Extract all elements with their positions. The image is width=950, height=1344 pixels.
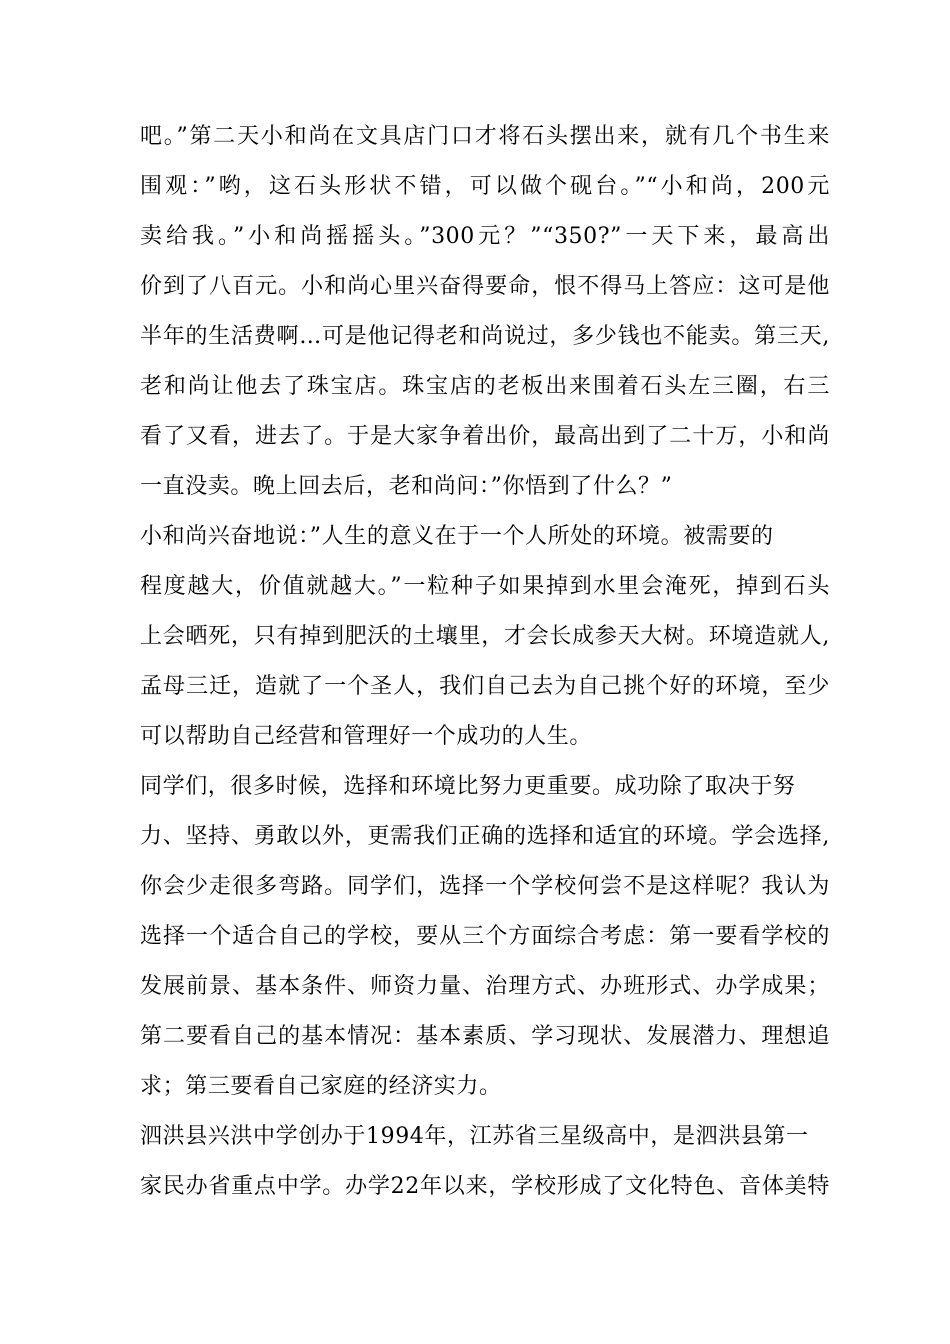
text-line: 吧。”第二天小和尚在文具店门口才将石头摆出来，就有几个书生来 xyxy=(140,124,830,149)
text-line: 选择一个适合自己的学校，要从三个方面综合考虑：第一要看学校的 xyxy=(140,924,830,949)
text-line: 可以帮助自己经营和管理好一个成功的人生。 xyxy=(140,724,593,749)
text-line: 老和尚让他去了珠宝店。珠宝店的老板出来围着石头左三圈，右三 xyxy=(140,374,830,399)
text-line: 围观：”哟，这石头形状不错，可以做个砚台。”“小和尚，200元 xyxy=(140,174,830,199)
text-line: 发展前景、基本条件、师资力量、治理方式、办班形式、办学成果； xyxy=(140,974,830,999)
text-line: 一直没卖。晚上回去后，老和尚问：”你悟到了什么？” xyxy=(140,474,673,499)
text-line: 求；第三要看自己家庭的经济实力。 xyxy=(140,1074,502,1099)
text-line: 力、坚持、勇敢以外，更需我们正确的选择和适宜的环境。学会选择, xyxy=(140,824,830,849)
text-line: 第二要看自己的基本情况：基本素质、学习现状、发展潜力、理想追 xyxy=(140,1024,830,1049)
text-line: 孟母三迁，造就了一个圣人，我们自己去为自己挑个好的环境，至少 xyxy=(140,674,830,699)
body-text xyxy=(140,112,830,1212)
text-line: 卖给我。”小和尚摇摇头。”300元？”“350?”一天下来，最高出 xyxy=(140,224,830,249)
text-line: 小和尚兴奋地说：”人生的意义在于一个人所处的环境。被需要的 xyxy=(140,524,774,549)
text-line: 家民办省重点中学。办学22年以来，学校形成了文化特色、音体美特 xyxy=(140,1174,830,1199)
text-line: 半年的生活费啊…可是他记得老和尚说过，多少钱也不能卖。第三天, xyxy=(140,324,830,349)
text-line: 看了又看，进去了。于是大家争着出价，最高出到了二十万，小和尚 xyxy=(140,424,830,449)
text-line: 上会晒死，只有掉到肥沃的土壤里，才会长成参天大树。环境造就人, xyxy=(140,624,830,649)
text-line: 程度越大，价值就越大。”一粒种子如果掉到水里会淹死，掉到石头 xyxy=(140,574,830,599)
text-line: 价到了八百元。小和尚心里兴奋得要命，恨不得马上答应：这可是他 xyxy=(140,274,830,299)
text-line: 泗洪县兴洪中学创办于1994年，江苏省三星级高中，是泗洪县第一 xyxy=(140,1124,809,1149)
text-line: 你会少走很多弯路。同学们，选择一个学校何尝不是这样呢？我认为 xyxy=(140,874,830,899)
text-line: 同学们，很多时候，选择和环境比努力更重要。成功除了取决于努 xyxy=(140,774,796,799)
